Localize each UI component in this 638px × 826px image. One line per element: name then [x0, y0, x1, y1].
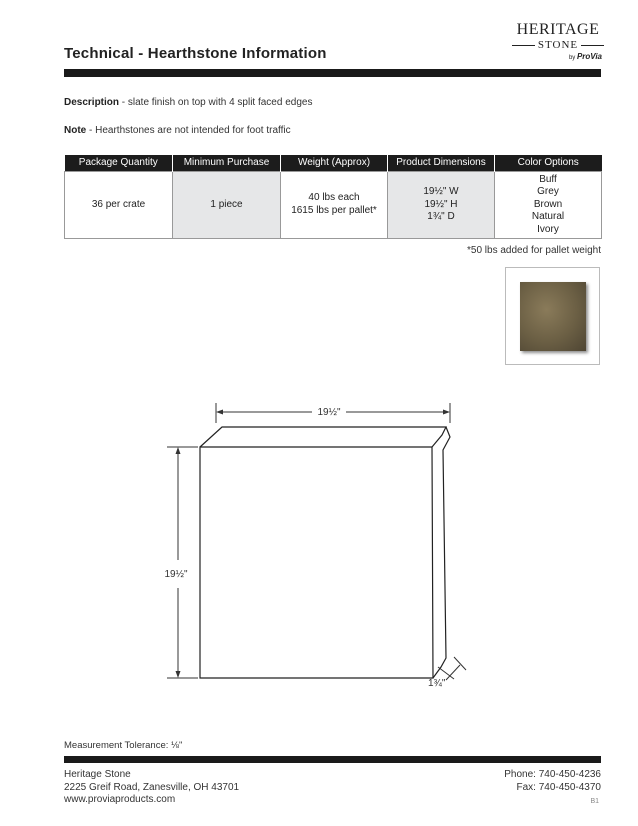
- note-line: [64, 125, 291, 136]
- pallet-weight-note: *50 lbs added for pallet weight: [467, 245, 601, 256]
- height-arrow-top: [176, 447, 181, 454]
- header-product-dimensions: Product Dimensions: [388, 155, 495, 171]
- logo-byline: by ProVia: [568, 52, 602, 61]
- cell-color-options: Buff Grey Brown Natural Ivory: [495, 171, 602, 239]
- logo-rule-right: [581, 45, 604, 46]
- width-arrow-right: [443, 410, 450, 415]
- footer-fax: Fax: 740-450-4370: [516, 781, 601, 793]
- cell-dimensions: 19½" W 19½" H 1¾" D: [388, 171, 495, 239]
- table-row: [65, 171, 602, 239]
- header-package-quantity: Package Quantity: [65, 155, 173, 171]
- footer-contact-right: [504, 769, 601, 794]
- description-label: Description: [64, 97, 120, 108]
- page-title: Technical - Hearthstone Information: [64, 45, 327, 62]
- heritage-stone-logo: [512, 22, 604, 61]
- note-label: Note: [64, 125, 87, 136]
- cell-weight: 40 lbs each 1615 lbs per pallet*: [281, 171, 388, 239]
- width-label: 19½": [317, 407, 341, 418]
- spec-table-header-row: [65, 155, 602, 171]
- description-text: - slate finish on top with 4 split faced edges: [119, 97, 313, 108]
- header-color-options: Color Options: [495, 155, 602, 171]
- logo-rule-left: [512, 45, 535, 46]
- footer-contact-left: [64, 769, 239, 807]
- logo-line2: STONE: [537, 39, 579, 51]
- height-label: 19½": [164, 569, 188, 580]
- depth-ext-b: [454, 657, 466, 670]
- header-minimum-purchase: Minimum Purchase: [173, 155, 281, 171]
- description-line: [64, 97, 312, 108]
- height-arrow-bottom: [176, 671, 181, 678]
- stone-front-face: [200, 447, 433, 678]
- footer-website[interactable]: www.proviaproducts.com: [64, 794, 176, 805]
- depth-label: 1¾": [428, 678, 446, 689]
- header-rule: [64, 69, 601, 77]
- stone-right-edge: [433, 427, 450, 678]
- footer-phone: Phone: 740-450-4236: [504, 769, 601, 780]
- footer-rule: [64, 756, 601, 763]
- header-weight: Weight (Approx): [281, 155, 388, 171]
- width-arrow-left: [216, 410, 223, 415]
- spec-table: [64, 155, 602, 239]
- hearthstone-photo: [505, 267, 600, 365]
- measurement-tolerance: Measurement Tolerance: ⅛": [64, 740, 183, 751]
- footer-address: 2225 Greif Road, Zanesville, OH 43701: [64, 781, 240, 793]
- cell-minimum-purchase: 1 piece: [173, 171, 281, 239]
- hearthstone-dimension-drawing: [150, 395, 480, 700]
- cell-package-quantity: 36 per crate: [65, 171, 173, 239]
- stone-top-edge: [200, 427, 446, 447]
- hearthstone-sample: [520, 282, 586, 351]
- footer-company: Heritage Stone: [64, 769, 131, 780]
- logo-line1: HERITAGE: [516, 21, 600, 38]
- page-code: B1: [590, 798, 599, 805]
- note-text: - Hearthstones are not intended for foot traffic: [86, 125, 291, 136]
